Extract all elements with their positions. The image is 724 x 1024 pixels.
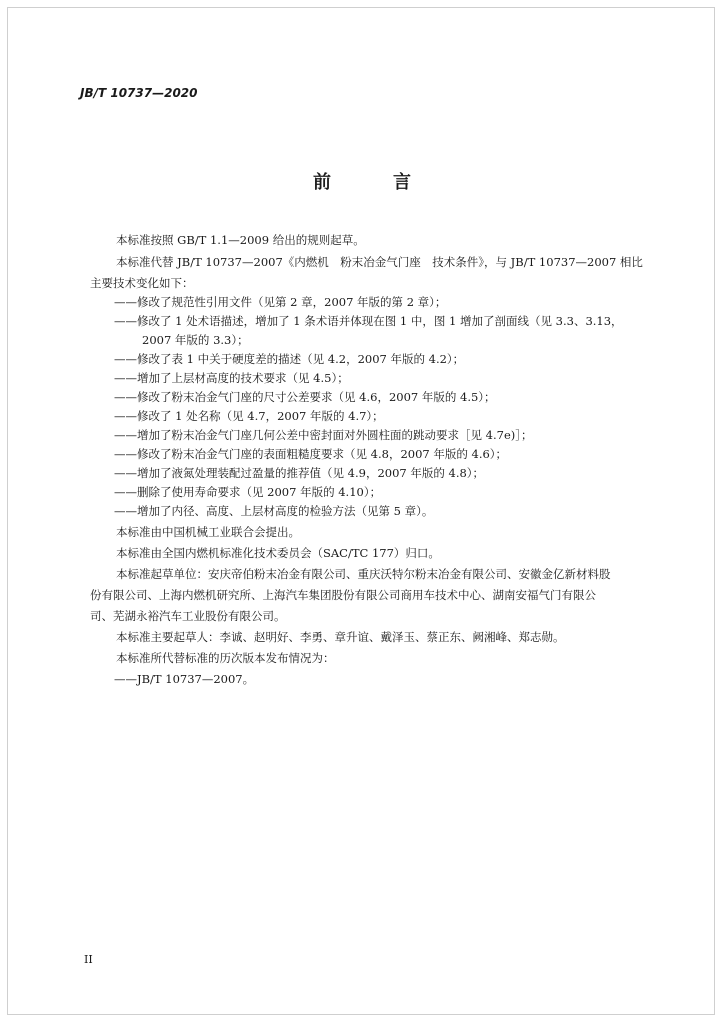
paragraph-replaces-intro-cont: 主要技术变化如下： — [90, 276, 194, 290]
change-item: ——修改了粉末冶金气门座的表面粗糙度要求（见 4.8，2007 年版的 4.6）； — [114, 447, 508, 461]
change-item: ——增加了液氮处理装配过盈量的推荐值（见 4.9，2007 年版的 4.8）； — [114, 466, 485, 480]
change-item: ——修改了 1 处术语描述，增加了 1 条术语并体现在图 1 中，图 1 增加了剖面线（见 3.3、3.13， — [114, 314, 623, 328]
paragraph-history: 本标准所代替标准的历次版本发布情况为： — [116, 651, 335, 665]
history-item: ——JB/T 10737—2007。 — [114, 672, 255, 686]
change-item: ——增加了内径、高度、上层材高度的检验方法（见第 5 章）。 — [114, 504, 434, 518]
paragraph-main-drafters: 本标准主要起草人：李诚、赵明好、李勇、章升谊、戴泽玉、蔡正东、阙湘峰、郑志勋。 — [116, 630, 565, 644]
paragraph-drafting-rules: 本标准按照 GB/T 1.1—2009 给出的规则起草。 — [116, 233, 365, 247]
change-item: ——增加了粉末冶金气门座几何公差中密封面对外圆柱面的跳动要求［见 4.7e)］； — [114, 428, 533, 442]
change-item: ——删除了使用寿命要求（见 2007 年版的 4.10）； — [114, 485, 382, 499]
paragraph-drafters-units-cont: 份有限公司、上海内燃机研究所、上海汽车集团股份有限公司商用车技术中心、湖南安福气门有限公 — [90, 588, 596, 602]
change-item: ——修改了 1 处名称（见 4.7，2007 年版的 4.7）； — [114, 409, 384, 423]
page-number: II — [84, 953, 93, 966]
paragraph-drafters-units: 本标准起草单位：安庆帝伯粉末冶金有限公司、重庆沃特尔粉末冶金有限公司、安徽金亿新材料股 — [116, 567, 611, 581]
change-item: ——增加了上层材高度的技术要求（见 4.5）； — [114, 371, 349, 385]
change-item: ——修改了规范性引用文件（见第 2 章，2007 年版的第 2 章）； — [114, 295, 447, 309]
change-item-cont: 2007 年版的 3.3）； — [142, 333, 249, 347]
paragraph-replaces-intro: 本标准代替 JB/T 10737—2007《内燃机 粉末冶金气门座 技术条件》，与 JB/T 10737—2007 相比 — [116, 255, 643, 269]
document-id: JB/T 10737—2020 — [80, 86, 198, 100]
change-item: ——修改了粉末冶金气门座的尺寸公差要求（见 4.6，2007 年版的 4.5）； — [114, 390, 496, 404]
paragraph-drafters-units-cont: 司、芜湖永裕汽车工业股份有限公司。 — [90, 609, 286, 623]
paragraph-proposer: 本标准由中国机械工业联合会提出。 — [116, 525, 300, 539]
paragraph-committee: 本标准由全国内燃机标准化技术委员会（SAC/TC 177）归口。 — [116, 546, 440, 560]
change-item: ——修改了表 1 中关于硬度差的描述（见 4.2，2007 年版的 4.2）； — [114, 352, 465, 366]
page-title: 前 言 — [313, 172, 433, 193]
